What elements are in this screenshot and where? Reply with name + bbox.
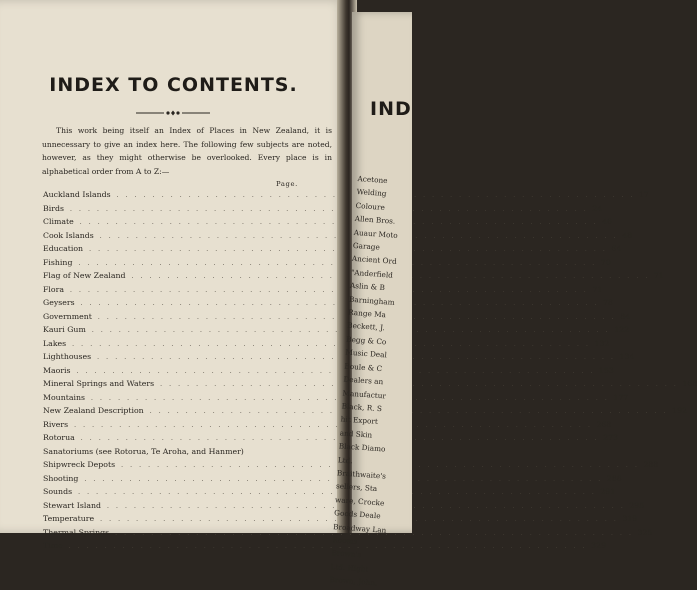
entry-page-number: 24 — [592, 203, 603, 213]
entry-page-number: 273 — [603, 433, 619, 442]
dot-leader — [64, 206, 592, 213]
entry-name: Cook Islands — [43, 230, 94, 240]
dot-leader — [66, 341, 594, 348]
entry-page-number: 319 — [622, 514, 638, 523]
entry-name: Mineral Springs and Waters — [43, 379, 155, 388]
entry-page-number: 71 — [592, 284, 603, 294]
right-page-line: Music Deal — [345, 347, 388, 360]
entry-name: Geysers — [43, 298, 75, 307]
entry-page-number: 177 — [613, 392, 629, 402]
entry-name: Shipwreck Depots — [43, 460, 116, 469]
right-page-line: Broadway Lan — [332, 521, 387, 535]
entry-page-number: 268 — [596, 419, 612, 429]
entry-page-number: 168 — [682, 379, 697, 388]
entry-name: Kauri Gum — [43, 325, 86, 334]
entry-name: Sounds — [43, 487, 73, 496]
right-page-line: Goods Deale — [333, 508, 381, 521]
entry-name: New Zealand Description — [43, 406, 144, 415]
entry-page-number: 46 — [602, 217, 613, 226]
right-page-line: Ancient Ord — [351, 254, 397, 267]
right-page-line: Aslin & B — [349, 280, 386, 293]
right-page-line: Rooms — [331, 535, 358, 546]
right-page-line: Brown, John, — [329, 575, 378, 588]
right-page-line: Garage — [352, 240, 381, 252]
entry-name: Government — [43, 311, 92, 321]
right-page-line: Coloure — [355, 200, 386, 212]
right-page-line: ware, Crocke — [334, 494, 385, 508]
entry-name: Temperature — [43, 514, 95, 523]
dot-leader — [68, 422, 596, 429]
page-column-header: Page. — [276, 180, 298, 188]
right-page-line: Range Ma — [347, 307, 387, 320]
entry-page-number: 295 — [629, 500, 645, 510]
entry-page-number: 288 — [606, 473, 622, 483]
right-page-line: Braithwaite's — [336, 468, 387, 481]
entry-name: Stewart Island — [43, 500, 101, 510]
entry-name: Lighthouses — [43, 352, 92, 361]
entry-page-number: 84 — [620, 311, 631, 321]
right-page — [329, 12, 412, 588]
right-page-line: Begg & Co — [346, 334, 387, 347]
dot-leader — [154, 381, 682, 388]
right-page-line: Auaur Moto — [353, 227, 399, 240]
right-page-line: and Skin — [339, 428, 373, 440]
right-page-line: Brown's — [331, 548, 362, 560]
entry-page-number: 70 — [600, 257, 611, 267]
right-page-line: sellers, Sta — [335, 481, 378, 494]
entry-page-number: 71 — [653, 271, 664, 280]
entry-name: Flag of New Zealand — [43, 271, 126, 280]
entry-page-number: 288 — [643, 460, 659, 469]
dot-leader — [64, 287, 592, 294]
entry-page-number: 48 — [622, 230, 633, 240]
right-page-line: Barningham — [348, 294, 395, 307]
entry-page-number: 329 — [591, 541, 606, 550]
page-title: INDEX TO CONTENTS. — [49, 74, 298, 96]
entry-name: Time — [43, 541, 63, 550]
index-entry — [43, 460, 659, 474]
right-page-line: Welding — [356, 187, 387, 199]
entry-page-number: 17 — [638, 190, 649, 199]
entry-name: Thermal Springs — [43, 527, 110, 537]
dot-leader — [71, 368, 599, 375]
entry-name: Mountains — [43, 392, 86, 402]
entry-name: Sanatoriums (see Rotorua, Te Aroha, and Hanmer) — [43, 446, 244, 456]
entry-name: Climate — [43, 217, 74, 226]
entry-page-number: 153 — [598, 365, 614, 375]
dot-leader — [63, 543, 591, 550]
right-page-line: Dealers an — [343, 374, 384, 387]
right-page-line: Ltd. — [337, 454, 353, 465]
entry-name: Education — [43, 244, 84, 253]
right-page-line: Black, R. S — [341, 401, 383, 414]
entry-page-number: 291 — [600, 487, 616, 496]
entry-name: Rotorua — [43, 433, 75, 442]
entry-name: Rivers — [43, 419, 69, 429]
entry-name: Flora — [43, 284, 64, 294]
right-page-line: Allen Bros. — [354, 214, 396, 226]
entry-name: Birds — [43, 203, 64, 213]
entry-name: Maoris — [43, 365, 71, 375]
right-page-line: Manufactur — [342, 387, 387, 400]
entry-page-number: 134 — [619, 352, 635, 361]
entry-page-number: 78 — [602, 298, 613, 307]
entry-page-number: 132 — [594, 338, 610, 348]
entry-page-number: 192 — [672, 406, 687, 415]
right-page-title: IND — [370, 98, 412, 120]
entry-page-number: 64 — [611, 244, 622, 253]
entry-name: Auckland Islands — [43, 190, 111, 199]
right-page-line: "Anderfield — [350, 267, 394, 280]
entry-name: Shooting — [43, 473, 79, 483]
right-page-line: Black Diamo — [338, 441, 386, 454]
intro-paragraph: This work being itself an Index of Places in New Zealand, it is unnecessary to give an index here. The following few subjects are noted, however, as they might otherwise be overlooked. Every place is in alphabetical order from A to Z:— — [42, 126, 332, 176]
ornament-divider — [136, 109, 210, 117]
entry-name: Lakes — [43, 338, 67, 348]
index-entry — [43, 447, 315, 461]
right-page-line: Acetone — [357, 173, 388, 186]
right-page-line: Beckett, J. — [346, 321, 386, 333]
right-page-line: Ltd. Hight — [330, 561, 369, 574]
entry-name: Fishing — [43, 257, 73, 267]
entry-page-number: 122 — [614, 325, 630, 334]
right-page-line: Boule & C — [344, 361, 383, 373]
right-page-line: hit Export — [340, 414, 379, 427]
entry-page-number: 325 — [637, 527, 653, 537]
